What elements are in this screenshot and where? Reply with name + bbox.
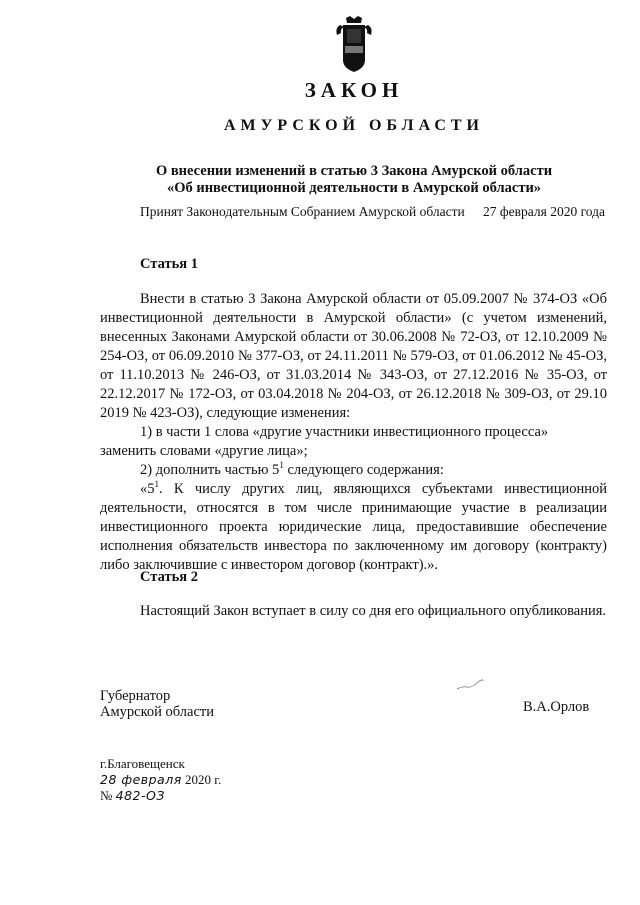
issue-number-handwritten: 482-ОЗ: [115, 788, 165, 803]
quote-text: . К числу других лиц, являющихся субъектами инвестиционной деятельности, относятся в том числе принимающие участие в реализации инвестиционного проекта юридические лица, предоставившие обеспечение исполнения обязательств инвестора по заключенному им договору (контракту) либо заключившие с инвестором договор (контракт).».: [100, 481, 607, 573]
adopted-by: Принят Законодательным Собранием Амурской области: [140, 204, 465, 219]
coat-of-arms-icon: [331, 16, 377, 74]
issue-date: [100, 772, 221, 788]
quote-superscript: 1: [154, 479, 159, 490]
signature-mark: [455, 678, 485, 692]
issue-number-prefix: №: [100, 788, 116, 803]
item-2-text-end: следующего содержания:: [283, 462, 444, 478]
subject-line-2: «Об инвестиционной деятельности в Амурской области»: [166, 180, 542, 196]
article-1-item-1-line-1: 1) в части 1 слова «другие участники инвестиционного процесса»: [140, 424, 549, 440]
issue-details: [100, 756, 221, 804]
adoption-line: [140, 204, 605, 220]
issue-number: [100, 788, 221, 804]
issue-date-handwritten: 28 февраля: [100, 772, 182, 787]
issue-city: г.Благовещенск: [100, 756, 185, 771]
region-title: АМУРСКОЙ ОБЛАСТИ: [224, 117, 484, 134]
signatory-name: В.А.Орлов: [523, 699, 590, 715]
article-1-heading: Статья 1: [140, 256, 198, 272]
adopted-date: 27 февраля 2020 года: [483, 204, 605, 219]
issue-date-year: 2020 г.: [181, 772, 222, 787]
document-subject: [100, 163, 608, 197]
subject-line-1: О внесении изменений в статью 3 Закона Амурской области: [155, 163, 553, 179]
item-2-text: 2) дополнить частью 5: [140, 462, 280, 478]
article-1-item-2: [100, 461, 607, 480]
item-2-superscript: 1: [279, 460, 284, 471]
article-1-item-1-line-2: заменить словами «другие лица»;: [100, 443, 308, 459]
signatory-position: [100, 688, 214, 720]
quote-start: «5: [140, 481, 155, 497]
article-1-quote: [100, 480, 607, 575]
position-line-1: Губернатор: [100, 688, 171, 704]
law-title: ЗАКОН: [304, 78, 404, 102]
article-1-body: [100, 290, 607, 575]
article-2-text: Настоящий Закон вступает в силу со дня его официального опубликования.: [140, 603, 607, 619]
position-line-2: Амурской области: [100, 704, 214, 720]
article-1-intro: Внести в статью 3 Закона Амурской области от 05.09.2007 № 374-ОЗ «Об инвестиционной деятельности в Амурской области» (с учетом изменений, внесенных Законами Амурской области от 30.06.2008 № 72-ОЗ, от 12.10.2009 № 254-ОЗ, от 06.09.2010 № 377-ОЗ, от 24.11.2011 № 579-ОЗ, от 01.06.2012 № 45-ОЗ, от 11.10.2013 № 246-ОЗ, от 31.03.2014 № 343-ОЗ, от 27.12.2016 № 35-ОЗ, от 22.12.2017 № 172-ОЗ, от 03.04.2018 № 204-ОЗ, от 26.12.2018 № 309-ОЗ, от 29.10 2019 № 423-ОЗ), следующие изменения:: [100, 291, 607, 421]
article-2-body: [100, 602, 607, 621]
article-2-heading: Статья 2: [140, 569, 198, 585]
